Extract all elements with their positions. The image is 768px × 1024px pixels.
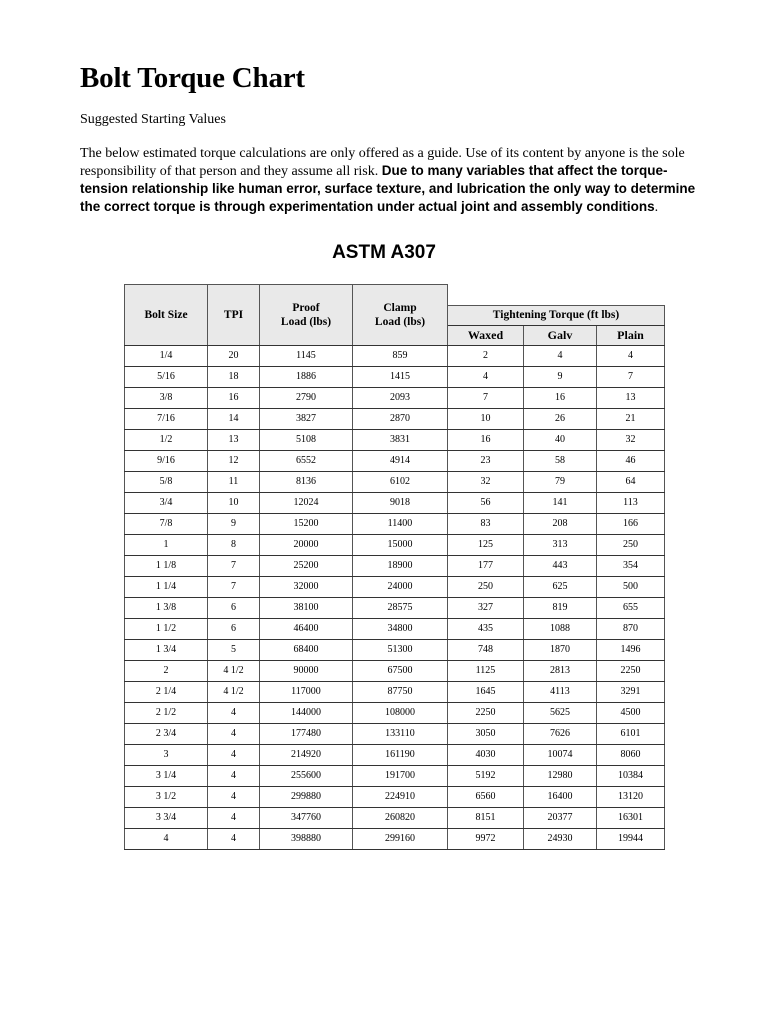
cell-proof-load: 117000 (260, 681, 353, 702)
table-row (125, 408, 665, 429)
cell-bolt-size: 7/16 (125, 408, 208, 429)
table-row (125, 807, 665, 828)
cell-galv: 79 (524, 471, 597, 492)
cell-bolt-size: 3 1/4 (125, 765, 208, 786)
cell-tpi: 4 (208, 828, 260, 849)
table-row (125, 576, 665, 597)
cell-clamp-load: 2870 (353, 408, 448, 429)
cell-tpi: 7 (208, 576, 260, 597)
cell-clamp-load: 108000 (353, 702, 448, 723)
cell-tpi: 4 1/2 (208, 660, 260, 681)
table-row (125, 744, 665, 765)
header-gap (448, 285, 665, 306)
table-row (125, 387, 665, 408)
cell-clamp-load: 87750 (353, 681, 448, 702)
cell-bolt-size: 1 1/8 (125, 555, 208, 576)
page-subtitle: Suggested Starting Values (80, 112, 226, 127)
cell-galv: 313 (524, 534, 597, 555)
table-row (125, 555, 665, 576)
cell-tpi: 13 (208, 429, 260, 450)
cell-clamp-load: 3831 (353, 429, 448, 450)
cell-tpi: 9 (208, 513, 260, 534)
intro-disclaimer: The below estimated torque calculations are only offered as a guide. Use of its content by anyone is the sole responsibility of that person and they assume all risk. (80, 146, 685, 179)
cell-galv: 1088 (524, 618, 597, 639)
cell-galv: 9 (524, 366, 597, 387)
cell-bolt-size: 5/16 (125, 366, 208, 387)
cell-plain: 870 (597, 618, 665, 639)
cell-galv: 24930 (524, 828, 597, 849)
cell-bolt-size: 2 1/4 (125, 681, 208, 702)
header-proof-load-line1: Proof (292, 301, 320, 314)
header-plain: Plain (597, 325, 665, 345)
header-proof-load-line2: Load (lbs) (280, 315, 332, 328)
page-title: Bolt Torque Chart (80, 62, 305, 94)
cell-plain: 6101 (597, 723, 665, 744)
table-row (125, 492, 665, 513)
cell-proof-load: 90000 (260, 660, 353, 681)
cell-plain: 250 (597, 534, 665, 555)
cell-tpi: 4 (208, 723, 260, 744)
cell-galv: 16400 (524, 786, 597, 807)
cell-waxed: 4030 (448, 744, 524, 765)
cell-plain: 4 (597, 345, 665, 366)
cell-clamp-load: 67500 (353, 660, 448, 681)
intro-warning: Due to many variables that affect the torque-tension relationship like human error, surface texture, and lubrication the only way to determine the correct torque is through experimentation under actual joint and assembly conditions (80, 163, 696, 214)
cell-galv: 2813 (524, 660, 597, 681)
cell-plain: 19944 (597, 828, 665, 849)
cell-plain: 655 (597, 597, 665, 618)
cell-waxed: 8151 (448, 807, 524, 828)
cell-galv: 10074 (524, 744, 597, 765)
cell-tpi: 12 (208, 450, 260, 471)
table-row (125, 660, 665, 681)
cell-galv: 443 (524, 555, 597, 576)
cell-clamp-load: 6102 (353, 471, 448, 492)
cell-waxed: 16 (448, 429, 524, 450)
cell-galv: 5625 (524, 702, 597, 723)
cell-galv: 40 (524, 429, 597, 450)
cell-clamp-load: 51300 (353, 639, 448, 660)
cell-waxed: 435 (448, 618, 524, 639)
cell-bolt-size: 2 3/4 (125, 723, 208, 744)
cell-bolt-size: 1 1/2 (125, 618, 208, 639)
table-row (125, 513, 665, 534)
intro-paragraph (80, 145, 705, 216)
cell-waxed: 9972 (448, 828, 524, 849)
cell-clamp-load: 15000 (353, 534, 448, 555)
header-proof-load (260, 285, 353, 346)
table-row (125, 366, 665, 387)
cell-proof-load: 144000 (260, 702, 353, 723)
cell-galv: 208 (524, 513, 597, 534)
cell-waxed: 327 (448, 597, 524, 618)
cell-waxed: 1125 (448, 660, 524, 681)
cell-proof-load: 398880 (260, 828, 353, 849)
cell-proof-load: 5108 (260, 429, 353, 450)
cell-tpi: 16 (208, 387, 260, 408)
cell-proof-load: 1145 (260, 345, 353, 366)
cell-clamp-load: 1415 (353, 366, 448, 387)
cell-waxed: 10 (448, 408, 524, 429)
cell-plain: 46 (597, 450, 665, 471)
cell-tpi: 7 (208, 555, 260, 576)
cell-galv: 1870 (524, 639, 597, 660)
table-row (125, 702, 665, 723)
cell-tpi: 18 (208, 366, 260, 387)
cell-tpi: 4 (208, 786, 260, 807)
cell-bolt-size: 3/8 (125, 387, 208, 408)
cell-proof-load: 3827 (260, 408, 353, 429)
cell-tpi: 5 (208, 639, 260, 660)
cell-galv: 16 (524, 387, 597, 408)
cell-bolt-size: 3/4 (125, 492, 208, 513)
cell-plain: 2250 (597, 660, 665, 681)
cell-bolt-size: 1/2 (125, 429, 208, 450)
cell-clamp-load: 260820 (353, 807, 448, 828)
cell-clamp-load: 224910 (353, 786, 448, 807)
cell-waxed: 6560 (448, 786, 524, 807)
table-row (125, 828, 665, 849)
cell-tpi: 11 (208, 471, 260, 492)
cell-bolt-size: 1 3/4 (125, 639, 208, 660)
cell-clamp-load: 133110 (353, 723, 448, 744)
cell-bolt-size: 7/8 (125, 513, 208, 534)
cell-bolt-size: 3 3/4 (125, 807, 208, 828)
cell-bolt-size: 1 1/4 (125, 576, 208, 597)
cell-tpi: 4 1/2 (208, 681, 260, 702)
cell-proof-load: 20000 (260, 534, 353, 555)
table-row (125, 471, 665, 492)
cell-plain: 8060 (597, 744, 665, 765)
cell-bolt-size: 4 (125, 828, 208, 849)
cell-plain: 354 (597, 555, 665, 576)
table-row (125, 723, 665, 744)
cell-clamp-load: 2093 (353, 387, 448, 408)
cell-plain: 3291 (597, 681, 665, 702)
cell-waxed: 2250 (448, 702, 524, 723)
cell-bolt-size: 9/16 (125, 450, 208, 471)
cell-bolt-size: 1 3/8 (125, 597, 208, 618)
cell-proof-load: 177480 (260, 723, 353, 744)
cell-clamp-load: 28575 (353, 597, 448, 618)
cell-waxed: 748 (448, 639, 524, 660)
table-title: ASTM A307 (332, 242, 436, 263)
cell-galv: 141 (524, 492, 597, 513)
cell-waxed: 3050 (448, 723, 524, 744)
header-row-top (125, 285, 665, 306)
cell-plain: 13 (597, 387, 665, 408)
cell-clamp-load: 191700 (353, 765, 448, 786)
cell-galv: 26 (524, 408, 597, 429)
cell-plain: 64 (597, 471, 665, 492)
cell-galv: 4 (524, 345, 597, 366)
cell-waxed: 2 (448, 345, 524, 366)
table-header (125, 285, 665, 346)
cell-galv: 7626 (524, 723, 597, 744)
cell-clamp-load: 859 (353, 345, 448, 366)
header-tightening-torque: Tightening Torque (ft lbs) (448, 305, 665, 325)
cell-waxed: 177 (448, 555, 524, 576)
table-row (125, 450, 665, 471)
cell-tpi: 10 (208, 492, 260, 513)
cell-plain: 166 (597, 513, 665, 534)
header-clamp-load (353, 285, 448, 346)
cell-proof-load: 46400 (260, 618, 353, 639)
cell-proof-load: 32000 (260, 576, 353, 597)
cell-proof-load: 347760 (260, 807, 353, 828)
cell-plain: 21 (597, 408, 665, 429)
cell-waxed: 83 (448, 513, 524, 534)
torque-table (124, 284, 665, 850)
cell-proof-load: 6552 (260, 450, 353, 471)
cell-plain: 16301 (597, 807, 665, 828)
cell-tpi: 4 (208, 744, 260, 765)
cell-bolt-size: 3 (125, 744, 208, 765)
cell-plain: 113 (597, 492, 665, 513)
cell-waxed: 23 (448, 450, 524, 471)
table-body (125, 345, 665, 849)
header-waxed: Waxed (448, 325, 524, 345)
cell-plain: 500 (597, 576, 665, 597)
table-row (125, 681, 665, 702)
table-row (125, 618, 665, 639)
table-row (125, 345, 665, 366)
cell-tpi: 8 (208, 534, 260, 555)
cell-proof-load: 38100 (260, 597, 353, 618)
cell-plain: 32 (597, 429, 665, 450)
cell-plain: 13120 (597, 786, 665, 807)
cell-waxed: 56 (448, 492, 524, 513)
cell-bolt-size: 5/8 (125, 471, 208, 492)
table-row (125, 639, 665, 660)
cell-proof-load: 299880 (260, 786, 353, 807)
cell-waxed: 5192 (448, 765, 524, 786)
cell-proof-load: 255600 (260, 765, 353, 786)
cell-tpi: 6 (208, 597, 260, 618)
cell-tpi: 4 (208, 765, 260, 786)
cell-waxed: 125 (448, 534, 524, 555)
cell-clamp-load: 24000 (353, 576, 448, 597)
cell-bolt-size: 1/4 (125, 345, 208, 366)
cell-bolt-size: 1 (125, 534, 208, 555)
cell-bolt-size: 2 (125, 660, 208, 681)
cell-tpi: 4 (208, 702, 260, 723)
table-row (125, 765, 665, 786)
cell-plain: 1496 (597, 639, 665, 660)
cell-tpi: 4 (208, 807, 260, 828)
cell-galv: 625 (524, 576, 597, 597)
cell-waxed: 32 (448, 471, 524, 492)
cell-clamp-load: 18900 (353, 555, 448, 576)
cell-proof-load: 8136 (260, 471, 353, 492)
cell-galv: 20377 (524, 807, 597, 828)
cell-waxed: 250 (448, 576, 524, 597)
cell-clamp-load: 299160 (353, 828, 448, 849)
cell-bolt-size: 3 1/2 (125, 786, 208, 807)
cell-proof-load: 25200 (260, 555, 353, 576)
cell-proof-load: 15200 (260, 513, 353, 534)
cell-clamp-load: 11400 (353, 513, 448, 534)
cell-clamp-load: 4914 (353, 450, 448, 471)
cell-proof-load: 12024 (260, 492, 353, 513)
cell-clamp-load: 161190 (353, 744, 448, 765)
table-row (125, 534, 665, 555)
cell-proof-load: 214920 (260, 744, 353, 765)
header-clamp-load-line2: Load (lbs) (374, 315, 426, 328)
cell-proof-load: 2790 (260, 387, 353, 408)
cell-waxed: 1645 (448, 681, 524, 702)
cell-galv: 58 (524, 450, 597, 471)
cell-clamp-load: 9018 (353, 492, 448, 513)
cell-plain: 10384 (597, 765, 665, 786)
cell-galv: 4113 (524, 681, 597, 702)
cell-proof-load: 1886 (260, 366, 353, 387)
header-tpi: TPI (208, 285, 260, 346)
cell-clamp-load: 34800 (353, 618, 448, 639)
cell-bolt-size: 2 1/2 (125, 702, 208, 723)
cell-tpi: 20 (208, 345, 260, 366)
header-galv: Galv (524, 325, 597, 345)
cell-plain: 7 (597, 366, 665, 387)
cell-proof-load: 68400 (260, 639, 353, 660)
table-row (125, 597, 665, 618)
header-bolt-size: Bolt Size (125, 285, 208, 346)
intro-end: . (654, 200, 659, 215)
cell-tpi: 6 (208, 618, 260, 639)
header-clamp-load-line1: Clamp (383, 301, 417, 314)
cell-plain: 4500 (597, 702, 665, 723)
table-row (125, 429, 665, 450)
cell-galv: 12980 (524, 765, 597, 786)
cell-tpi: 14 (208, 408, 260, 429)
cell-galv: 819 (524, 597, 597, 618)
table-row (125, 786, 665, 807)
cell-waxed: 7 (448, 387, 524, 408)
cell-waxed: 4 (448, 366, 524, 387)
